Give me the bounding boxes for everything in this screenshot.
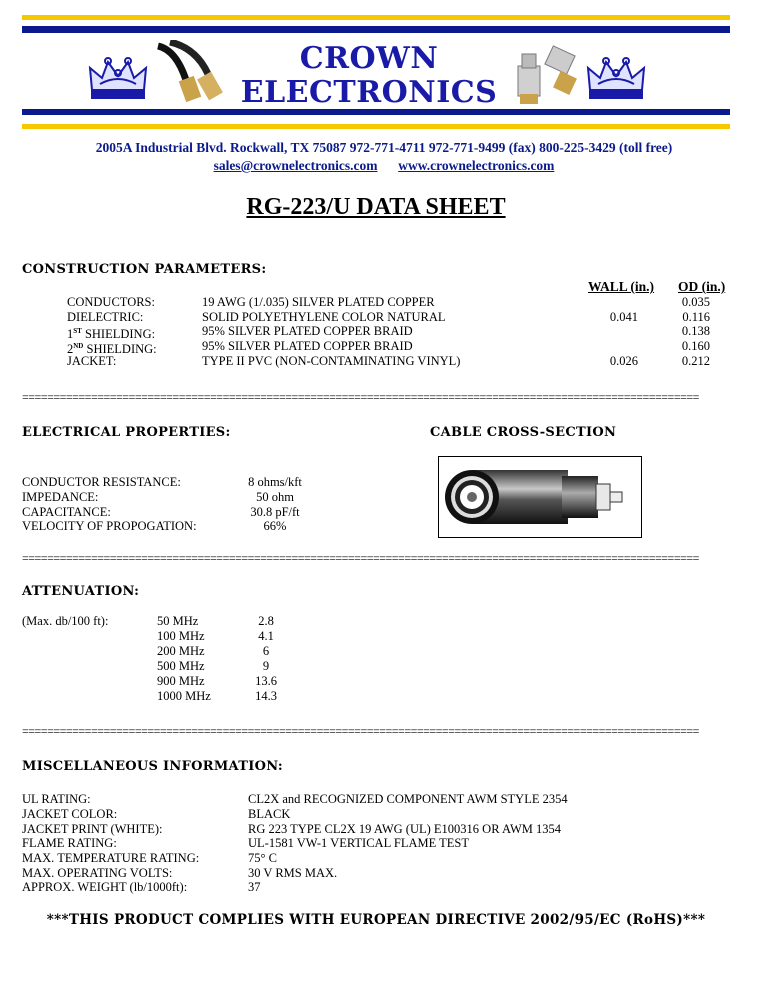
label-text: SHIELDING: xyxy=(83,342,157,357)
misc-heading: MISCELLANEOUS INFORMATION: xyxy=(22,759,284,774)
label-ordinal: 2 xyxy=(67,342,74,357)
construction-wall: 0.041 xyxy=(609,310,638,324)
section-separator: ============================================================================================================ xyxy=(22,391,699,403)
construction-label: JACKET: xyxy=(67,354,117,368)
label-text: SHIELDING: xyxy=(81,327,156,342)
crown-logo-right xyxy=(584,56,648,102)
misc-value: RG 223 TYPE CL2X 19 AWG (UL) E100316 OR AWM 1354 xyxy=(248,822,562,836)
attenuation-value: 9 xyxy=(262,659,270,673)
electrical-value: 8 ohms/kft xyxy=(248,475,302,489)
electrical-label: CAPACITANCE: xyxy=(22,505,111,519)
header-stripe-yellow-top xyxy=(22,15,730,20)
attenuation-value: 6 xyxy=(262,644,270,658)
attenuation-freq: 100 MHz xyxy=(157,629,205,643)
construction-desc: 95% SILVER PLATED COPPER BRAID xyxy=(202,324,413,338)
construction-od: 0.116 xyxy=(682,310,710,324)
section-separator: ============================================================================================================ xyxy=(22,552,699,564)
electrical-label: CONDUCTOR RESISTANCE: xyxy=(22,475,181,489)
misc-label: UL RATING: xyxy=(22,792,91,806)
label-ordinal-suffix: ND xyxy=(73,342,84,350)
construction-label: CONDUCTORS: xyxy=(67,295,155,309)
page-title: RG-223/U DATA SHEET xyxy=(246,194,506,220)
attenuation-value: 4.1 xyxy=(258,629,274,643)
attenuation-freq: 500 MHz xyxy=(157,659,205,673)
cross-section-heading: CABLE CROSS-SECTION xyxy=(430,425,617,440)
contact-links xyxy=(0,158,768,174)
header-stripe-navy-top xyxy=(22,26,730,33)
construction-heading: CONSTRUCTION PARAMETERS: xyxy=(22,262,267,277)
construction-od: 0.212 xyxy=(681,354,710,368)
electrical-heading: ELECTRICAL PROPERTIES: xyxy=(22,425,231,440)
rohs-compliance-note: ***THIS PRODUCT COMPLIES WITH EUROPEAN DIRECTIVE 2002/95/EC (RoHS)*** xyxy=(46,912,706,928)
misc-label: MAX. TEMPERATURE RATING: xyxy=(22,851,200,865)
col-header-od: OD (in.) xyxy=(678,279,726,294)
construction-od: 0.035 xyxy=(681,295,710,309)
attenuation-value: 14.3 xyxy=(255,689,277,703)
attenuation-freq: 900 MHz xyxy=(157,674,205,688)
construction-od: 0.138 xyxy=(681,324,710,338)
brand-name-line2: ELECTRONICS xyxy=(240,75,498,110)
header-stripe-yellow-bottom xyxy=(22,124,730,129)
misc-value: CL2X and RECOGNIZED COMPONENT AWM STYLE 2354 xyxy=(248,792,568,806)
attenuation-value: 13.6 xyxy=(255,674,277,688)
attenuation-heading: ATTENUATION: xyxy=(22,584,140,599)
misc-label: JACKET PRINT (WHITE): xyxy=(22,822,163,836)
cable-connector-image-left xyxy=(156,40,228,108)
electrical-value: 30.8 pF/ft xyxy=(250,505,300,519)
section-separator: ============================================================================================================ xyxy=(22,725,699,737)
crown-logo-left xyxy=(86,56,150,102)
company-address: 2005A Industrial Blvd. Rockwall, TX 75087 972-771-4711 972-771-9499 (fax) 800-225-3429 (toll free) xyxy=(95,140,673,155)
attenuation-unit-label: (Max. db/100 ft): xyxy=(22,614,109,628)
electrical-label: VELOCITY OF PROPOGATION: xyxy=(22,519,197,533)
website-link[interactable]: www.crownelectronics.com xyxy=(398,158,555,173)
attenuation-value: 2.8 xyxy=(258,614,274,628)
construction-label: DIELECTRIC: xyxy=(67,310,144,324)
attenuation-freq: 1000 MHz xyxy=(157,689,211,703)
cable-connector-image-right xyxy=(508,40,584,106)
construction-desc: 19 AWG (1/.035) SILVER PLATED COPPER xyxy=(202,295,435,309)
attenuation-freq: 50 MHz xyxy=(157,614,199,628)
attenuation-freq: 200 MHz xyxy=(157,644,205,658)
misc-value: 37 xyxy=(248,880,261,894)
misc-value: 75° C xyxy=(248,851,277,865)
construction-desc: TYPE II PVC (NON-CONTAMINATING VINYL) xyxy=(202,354,461,368)
construction-desc: 95% SILVER PLATED COPPER BRAID xyxy=(202,339,413,353)
email-link[interactable]: sales@crownelectronics.com xyxy=(213,158,378,173)
label-ordinal-suffix: ST xyxy=(73,327,82,335)
misc-value: BLACK xyxy=(248,807,291,821)
misc-label: FLAME RATING: xyxy=(22,836,117,850)
misc-label: MAX. OPERATING VOLTS: xyxy=(22,866,173,880)
electrical-value: 50 ohm xyxy=(256,490,294,504)
misc-value: 30 V RMS MAX. xyxy=(248,866,338,880)
label-ordinal: 1 xyxy=(67,327,74,342)
misc-value: UL-1581 VW-1 VERTICAL FLAME TEST xyxy=(248,836,470,850)
cable-cross-section-image xyxy=(438,456,642,538)
construction-desc: SOLID POLYETHYLENE COLOR NATURAL xyxy=(202,310,446,324)
misc-label: APPROX. WEIGHT (lb/1000ft): xyxy=(22,880,188,894)
construction-wall: 0.026 xyxy=(609,354,638,368)
electrical-value: 66% xyxy=(263,519,287,533)
col-header-wall: WALL (in.) xyxy=(588,279,655,294)
electrical-label: IMPEDANCE: xyxy=(22,490,99,504)
brand-name-line1: CROWN xyxy=(299,41,439,76)
construction-od: 0.160 xyxy=(681,339,710,353)
misc-label: JACKET COLOR: xyxy=(22,807,118,821)
